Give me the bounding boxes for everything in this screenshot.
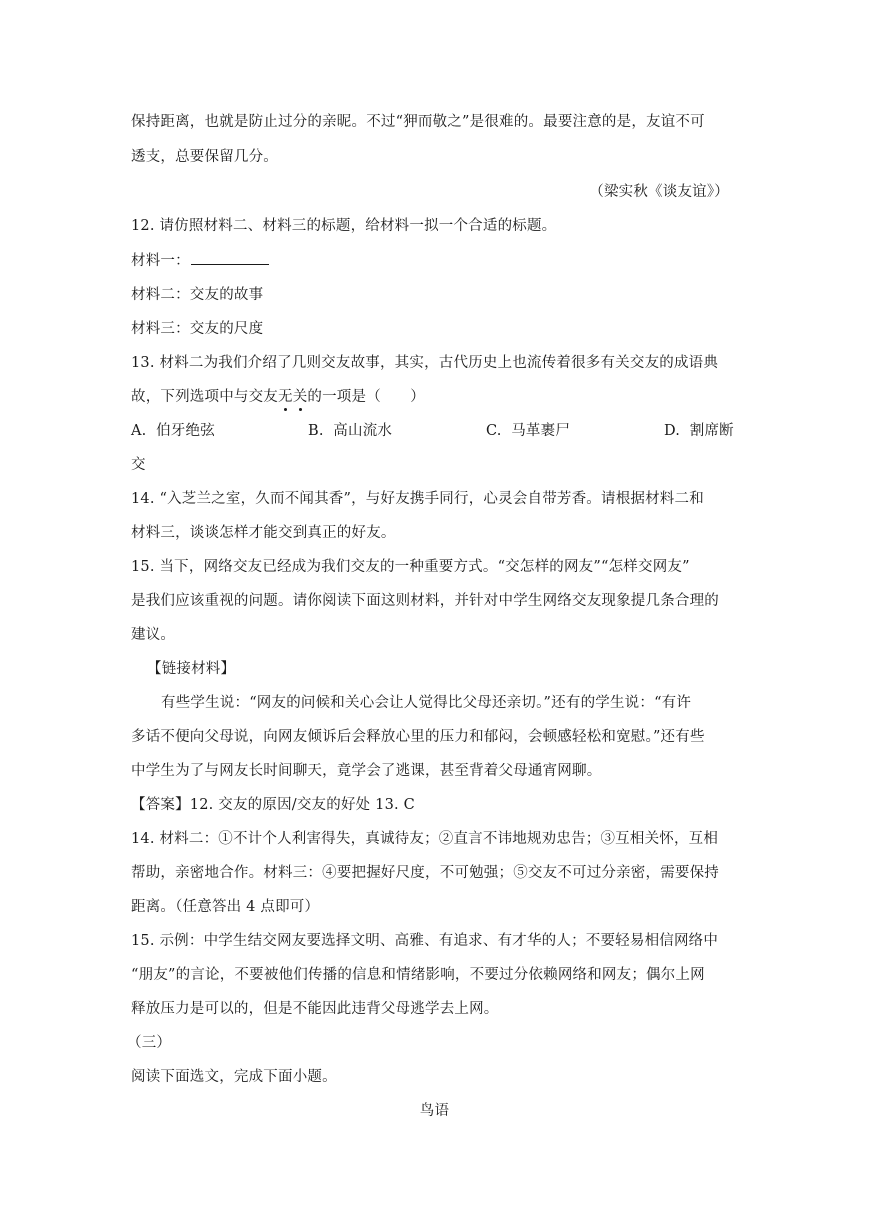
question-14-line: 材料三，谈谈怎样才能交到真正的好友。 (131, 525, 396, 541)
text-line: 透支，总要保留几分。 (131, 149, 278, 165)
question-13-line: 13. 材料二为我们介绍了几则交友故事，其实，古代历史上也流传着很多有关交友的成语典 (131, 355, 719, 371)
material-1-label: 材料一： (131, 253, 190, 269)
question-14-line: 14. “入芝兰之室，久而不闻其香”，与好友携手同行，心灵会自带芳香。请根据材料二和 (131, 491, 704, 507)
question-13-text: 故，下列选项中与交友 (131, 389, 278, 405)
question-13-options (131, 421, 751, 441)
link-material-title: 【链接材料】 (147, 661, 236, 677)
option-d-wrap: 交 (131, 457, 146, 473)
emphasis-char: 关 (292, 389, 308, 405)
question-12-material-3: 材料三：交友的尺度 (131, 321, 264, 337)
question-15-line: 建议。 (131, 627, 176, 643)
option-letter: A. (131, 423, 147, 439)
option-letter: C. (486, 423, 502, 439)
question-13-text: 的一项是（ ） (307, 389, 426, 405)
text-line: 保持距离，也就是防止过分的亲昵。不过“狎而敬之”是很难的。最要注意的是，友谊不可 (131, 114, 705, 130)
answer-15: 15. 示例：中学生结交网友要选择文明、高雅、有追求、有才华的人；不要轻易相信网络中 (131, 933, 719, 949)
option-c (486, 421, 570, 441)
option-d (664, 421, 734, 441)
link-material-text: 中学生为了与网友长时间聊天，竟学会了逃课，甚至背着父母通宵网聊。 (131, 763, 602, 779)
option-text: 割席断 (689, 423, 734, 439)
section-instruction: 阅读下面选文，完成下面小题。 (131, 1069, 337, 1085)
question-13-line (131, 387, 751, 407)
option-text: 马革裹尸 (511, 423, 571, 439)
option-letter: B. (308, 423, 324, 439)
section-label: （三） (127, 1035, 172, 1051)
option-text: 高山流水 (333, 423, 393, 439)
answer-14: 距离。（任意答出 4 点即可） (131, 899, 320, 915)
question-15-line: 是我们应该重视的问题。请你阅读下面这则材料，并针对中学生网络交友现象提几条合理的 (131, 593, 719, 609)
emphasis-char: 无 (278, 389, 293, 405)
option-letter: D. (664, 423, 681, 439)
question-12-stem: 12. 请仿照材料二、材料三的标题，给材料一拟一个合适的标题。 (131, 218, 557, 234)
answer-14: 帮助，亲密地合作。材料三：④要把握好尺度，不可勉强；⑤交友不可过分亲密，需要保持 (131, 865, 719, 881)
question-12-material-1 (131, 250, 751, 271)
source-citation: （梁实秋《谈友谊》） (589, 184, 729, 200)
answer-14: 14. 材料二：①不计个人利害得失，真诚待友；②直言不讳地规劝忠告；③互相关怀，互相 (131, 831, 719, 847)
question-12-material-2: 材料二：交友的故事 (131, 287, 264, 303)
answer-blank (191, 250, 269, 265)
answer-header: 【答案】12. 交友的原因/交友的好处 13. C (131, 797, 415, 813)
option-text: 伯牙绝弦 (156, 423, 215, 439)
question-15-line: 15. 当下，网络交友已经成为我们交友的一种重要方式。“交怎样的网友”“怎样交网友” (131, 559, 690, 575)
answer-15: “朋友”的言论，不要被他们传播的信息和情绪影响，不要过分依赖网络和网友；偶尔上网 (131, 967, 705, 983)
option-b (308, 421, 392, 441)
article-title: 鸟语 (419, 1103, 450, 1119)
emphasized-word (278, 389, 307, 405)
link-material-text: 有些学生说：“网友的问候和关心会让人觉得比父母还亲切。”还有的学生说：“有许 (161, 695, 692, 711)
answer-15: 释放压力是可以的，但是不能因此违背父母逃学去上网。 (131, 1001, 499, 1017)
link-material-text: 多话不便向父母说，向网友倾诉后会释放心里的压力和郁闷，会顿感轻松和宽慰。”还有些 (131, 729, 705, 745)
option-a (131, 421, 215, 441)
